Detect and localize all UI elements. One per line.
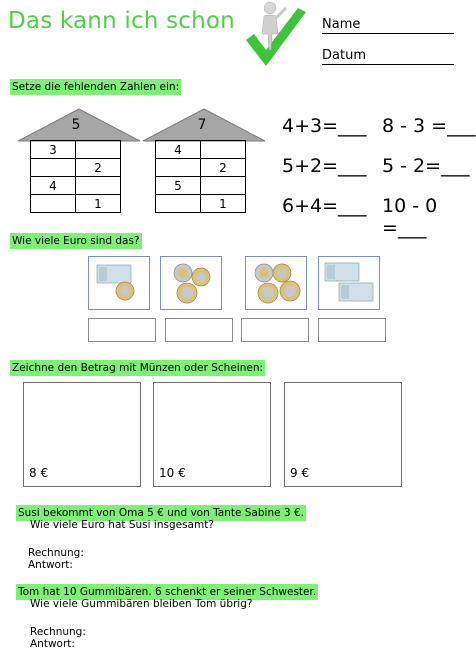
house2-cell[interactable]: 4	[156, 141, 201, 159]
task5-sub: Wie viele Gummibären bleiben Tom übrig?	[30, 598, 253, 610]
task5-answer-label: Antwort:	[30, 638, 75, 650]
amount-label: 8 €	[29, 466, 49, 480]
house2-cell[interactable]	[156, 159, 201, 177]
task4-answer-label: Antwort:	[28, 559, 73, 571]
name-field[interactable]: Name	[322, 17, 454, 34]
drawing-box-1[interactable]	[23, 382, 141, 487]
task5-question: Tom hat 10 Gummibären. 6 schenkt er seiner Schwester.	[18, 586, 317, 598]
equation-right-2: 5 - 2=___	[382, 155, 470, 177]
house1-cell[interactable]	[76, 177, 121, 195]
answer-box-4[interactable]	[318, 318, 386, 342]
house2-grid	[155, 140, 246, 213]
equation-left-3: 6+4=___	[282, 195, 367, 217]
house1-cell[interactable]	[31, 159, 76, 177]
house2-cell[interactable]: 2	[201, 159, 246, 177]
task2-instruction: Wie viele Euro sind das?	[12, 235, 140, 247]
house1-roof-number: 5	[71, 117, 81, 133]
equation-right-1: 8 - 3 =___	[382, 115, 476, 137]
house1-cell[interactable]	[31, 195, 76, 213]
task1-instruction: Setze die fehlenden Zahlen ein:	[12, 81, 180, 93]
house2-cell[interactable]: 1	[201, 195, 246, 213]
coins-icon	[161, 257, 221, 309]
task4-question: Susi bekommt von Oma 5 € und von Tante Sabine 3 €.	[18, 507, 304, 519]
task5-calc-label: Rechnung:	[30, 626, 86, 638]
task3-instruction: Zeichne den Betrag mit Münzen oder Scheinen:	[12, 362, 264, 374]
date-field[interactable]: Datum	[322, 48, 454, 65]
money-image-4	[318, 256, 380, 310]
house1-cell[interactable]: 3	[31, 141, 76, 159]
house1-cell[interactable]: 1	[76, 195, 121, 213]
coins-icon	[246, 257, 306, 309]
house1-cell[interactable]	[76, 141, 121, 159]
house2-cell[interactable]	[156, 195, 201, 213]
house2-cell[interactable]: 5	[156, 177, 201, 195]
task4-calc-label: Rechnung:	[28, 547, 84, 559]
drawing-box-3[interactable]	[284, 382, 402, 487]
banknotes-icon	[319, 257, 379, 309]
house2-cell[interactable]	[201, 177, 246, 195]
answer-box-2[interactable]	[165, 318, 233, 342]
answer-box-3[interactable]	[241, 318, 309, 342]
drawing-box-2[interactable]	[153, 382, 271, 487]
amount-label: 10 €	[159, 466, 186, 480]
house1-cell[interactable]: 2	[76, 159, 121, 177]
checkmark-figure-icon	[242, 0, 308, 72]
page-title: Das kann ich schon	[8, 8, 235, 34]
house1-cell[interactable]: 4	[31, 177, 76, 195]
equation-left-1: 4+3=___	[282, 115, 367, 137]
house2-roof-number: 7	[197, 117, 207, 133]
equation-right-3: 10 - 0 =___	[382, 195, 438, 239]
amount-label: 9 €	[290, 466, 310, 480]
equation-left-2: 5+2=___	[282, 155, 367, 177]
answer-box-1[interactable]	[88, 318, 156, 342]
house2-cell[interactable]	[201, 141, 246, 159]
house1-grid	[30, 140, 121, 213]
money-image-3	[245, 256, 307, 310]
money-image-2	[160, 256, 222, 310]
money-image-1	[88, 256, 150, 310]
banknote-coin-icon	[89, 257, 149, 309]
task4-sub: Wie viele Euro hat Susi insgesamt?	[30, 519, 214, 531]
